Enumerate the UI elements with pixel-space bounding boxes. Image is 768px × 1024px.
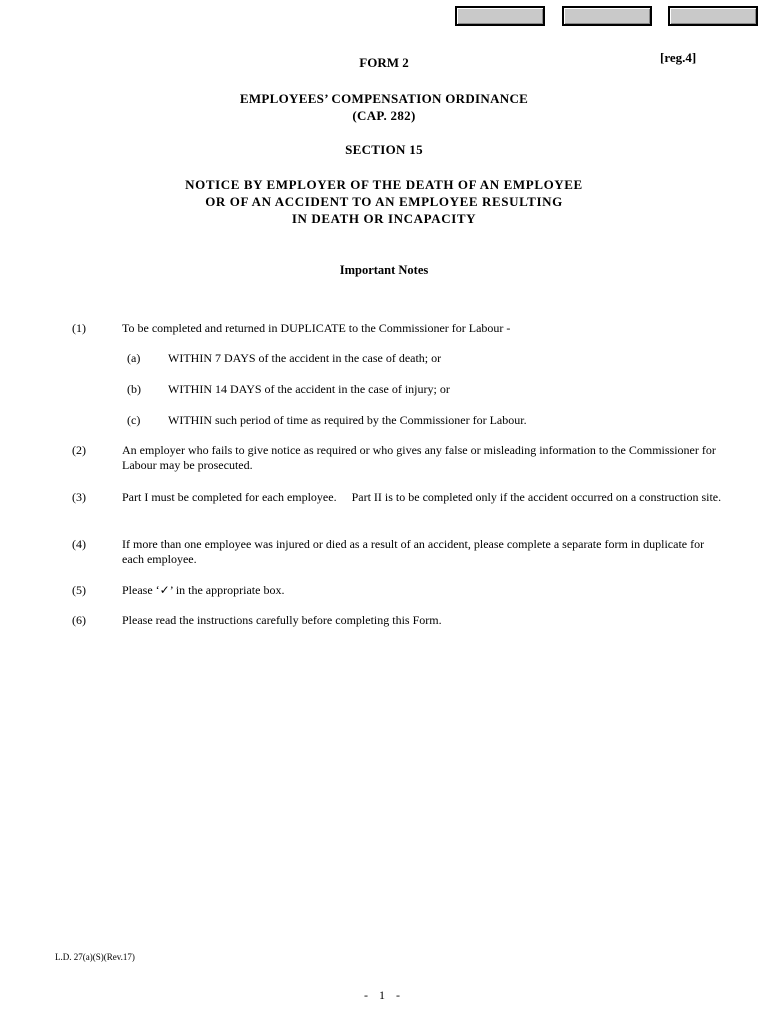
note-text: Part I must be completed for each employee. Part II is to be completed only if the accident occurred on a construction site.	[122, 490, 722, 504]
note-number: (4)	[72, 537, 86, 551]
note-text: An employer who fails to give notice as required or who gives any false or misleading information to the Commissioner for Labour may be prosecuted.	[122, 443, 716, 472]
note-text: Please read the instructions carefully before completing this Form.	[122, 613, 442, 627]
notice-line-1: NOTICE BY EMPLOYER OF THE DEATH OF AN EMPLOYEE	[185, 177, 583, 192]
note-number: (1)	[72, 321, 86, 335]
sub-item-text: WITHIN 7 DAYS of the accident in the case of death; or	[168, 351, 442, 365]
notice-title	[0, 176, 768, 227]
sub-item-text: WITHIN 14 DAYS of the accident in the case of injury; or	[168, 382, 450, 396]
note-text: To be completed and returned in DUPLICATE to the Commissioner for Labour -	[122, 321, 511, 335]
toolbar-button-3[interactable]	[668, 6, 758, 26]
sub-item-number: (c)	[127, 413, 141, 427]
sub-item-number: (b)	[127, 382, 141, 396]
note-number: (3)	[72, 490, 86, 504]
sub-item-number: (a)	[127, 351, 141, 365]
notes-heading: Important Notes	[339, 263, 429, 277]
note-text: If more than one employee was injured or died as a result of an accident, please complete a separate form in duplicate for each employee.	[122, 537, 705, 566]
notice-line-3: IN DEATH OR INCAPACITY	[291, 211, 477, 226]
notice-line-2: OR OF AN ACCIDENT TO AN EMPLOYEE RESULTING	[205, 194, 563, 209]
regulation-ref: [reg.4]	[660, 50, 697, 65]
form-code: L.D. 27(a)(S)(Rev.17)	[55, 952, 135, 962]
page-number: - 1 -	[364, 988, 404, 1002]
note-number: (6)	[72, 613, 86, 627]
sub-item-text: WITHIN such period of time as required by the Commissioner for Labour.	[168, 413, 527, 427]
toolbar-button-1[interactable]	[455, 6, 545, 26]
toolbar-button-2[interactable]	[562, 6, 652, 26]
note-number: (2)	[72, 443, 86, 457]
ordinance-title	[0, 90, 768, 124]
form-title: FORM 2	[359, 55, 409, 70]
note-number: (5)	[72, 583, 86, 597]
ordinance-line-1: EMPLOYEES’ COMPENSATION ORDINANCE	[239, 91, 529, 106]
section-title: SECTION 15	[345, 142, 423, 157]
ordinance-line-2: (CAP. 282)	[352, 108, 416, 123]
note-text: Please ‘✓’ in the appropriate box.	[122, 583, 285, 597]
